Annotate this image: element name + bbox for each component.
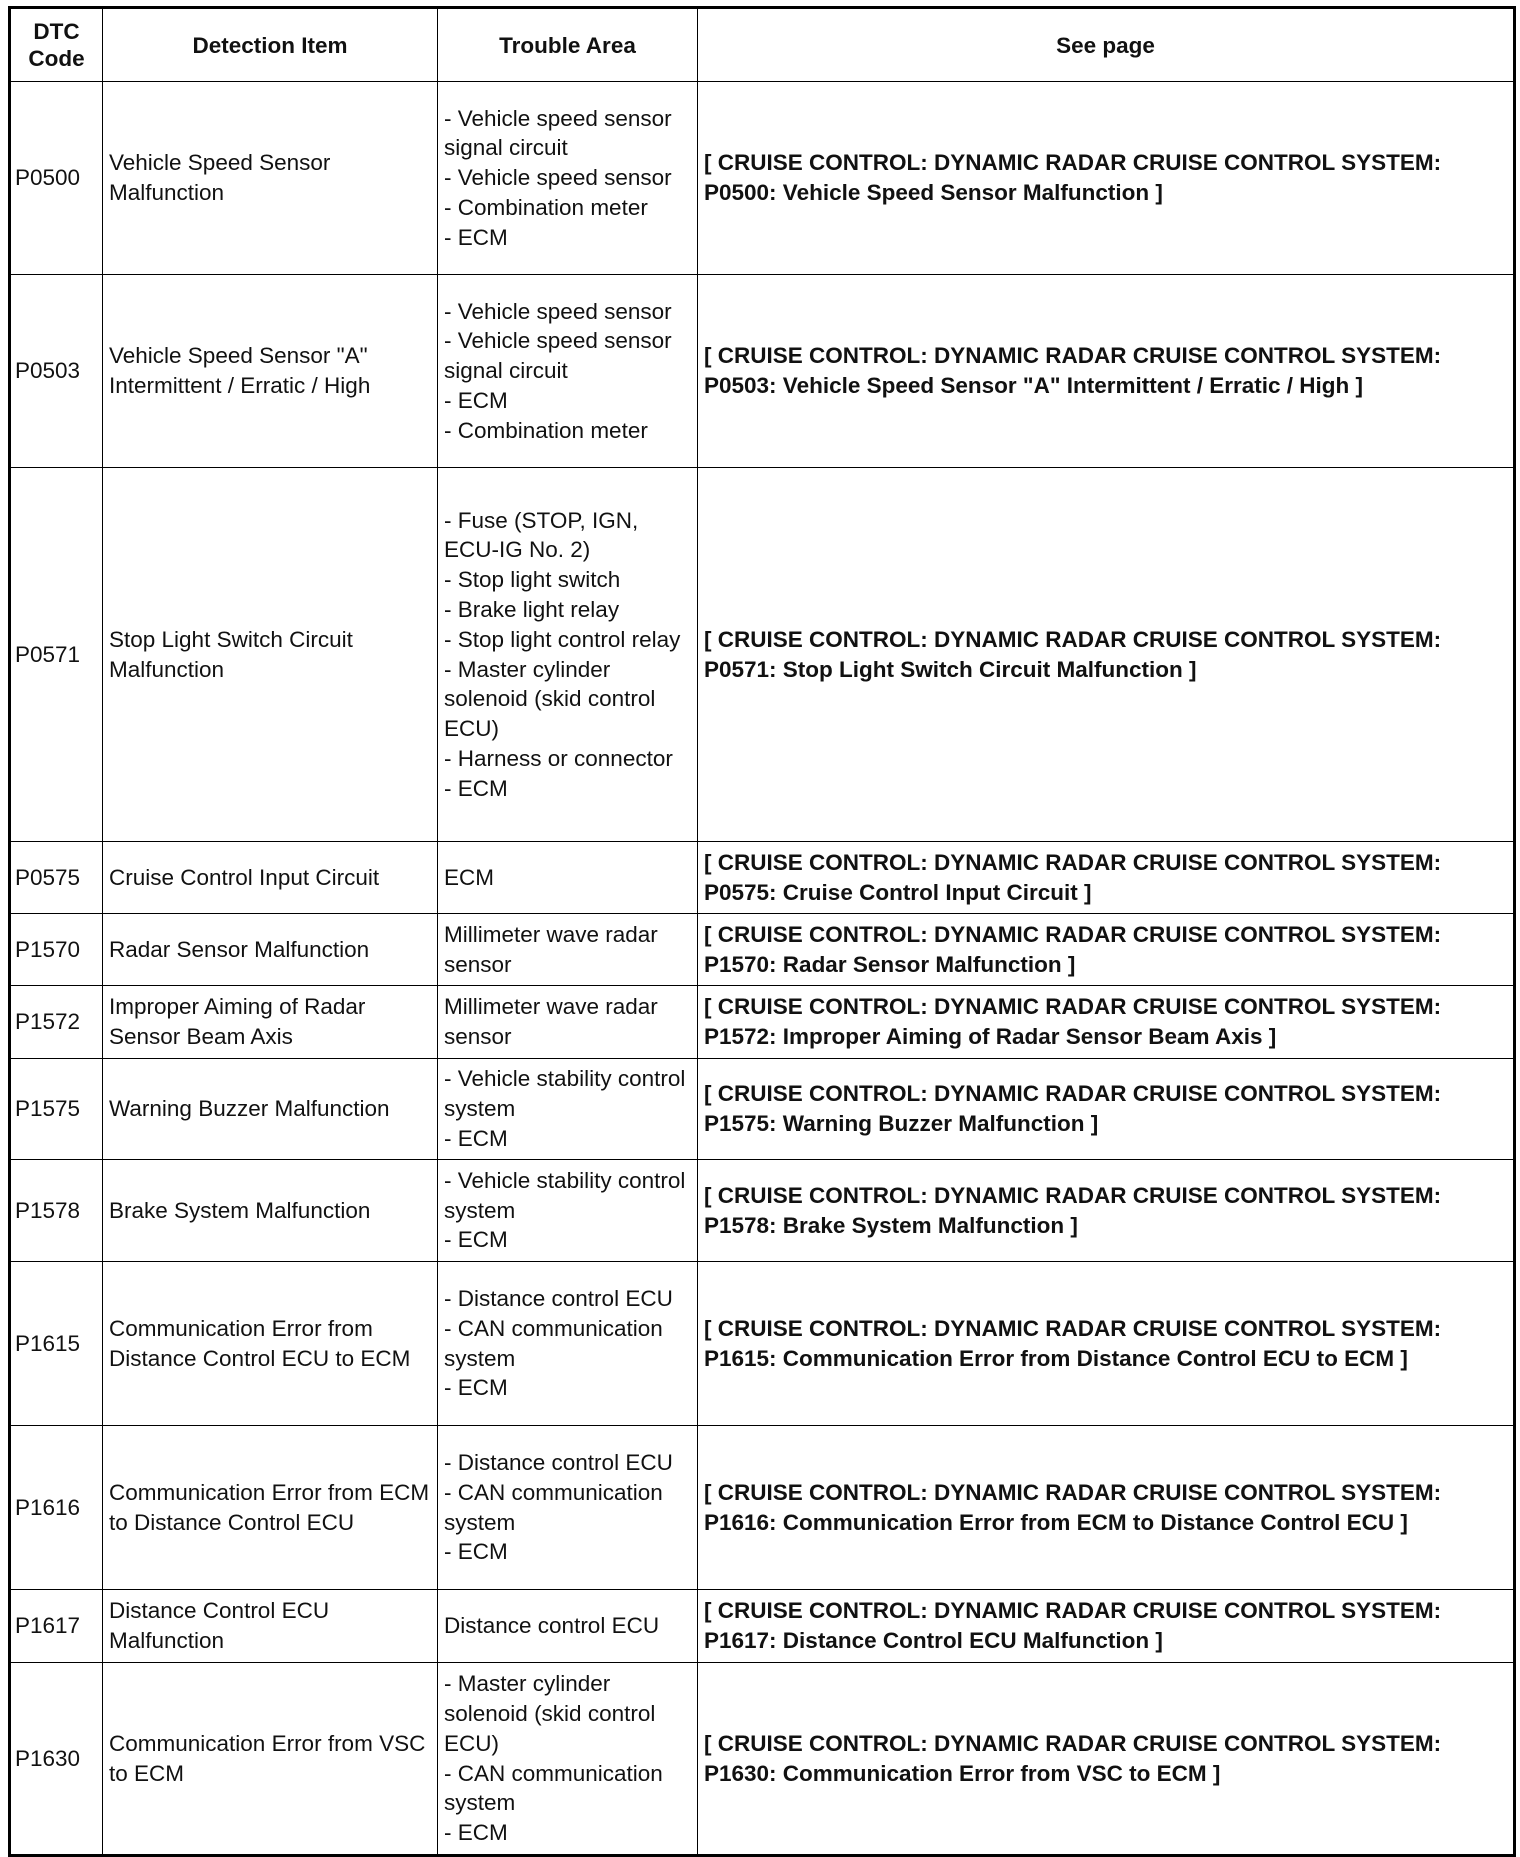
trouble-area-cell [438,842,698,914]
detection-item-cell: Communication Error from VSC to ECM [103,1663,438,1856]
dtc-table [8,6,1516,1857]
table-row [10,986,1515,1059]
trouble-area-item: - ECM [444,1375,508,1401]
dtc-code-cell: P0500 [10,82,103,275]
trouble-area-cell [438,1160,698,1262]
trouble-area-item: - CAN communication system [444,1760,663,1816]
header-row [10,8,1515,82]
detection-item-cell: Radar Sensor Malfunction [103,914,438,986]
trouble-area-item: - Combination meter [444,194,648,220]
see-page-link[interactable]: [ CRUISE CONTROL: DYNAMIC RADAR CRUISE CONTROL SYSTEM: P1572: Improper Aiming of Radar Sensor Beam Axis ] [698,986,1515,1059]
detection-item-cell: Brake System Malfunction [103,1160,438,1262]
dtc-code-cell: P1630 [10,1663,103,1856]
detection-item-cell: Communication Error from Distance Control ECU to ECM [103,1262,438,1426]
trouble-area-cell [438,275,698,468]
see-page-link[interactable]: [ CRUISE CONTROL: DYNAMIC RADAR CRUISE CONTROL SYSTEM: P0571: Stop Light Switch Circuit Malfunction ] [698,468,1515,842]
trouble-area-item: - ECM [444,387,508,413]
trouble-area-item: - CAN communication system [444,1479,663,1535]
dtc-code-cell: P0575 [10,842,103,914]
trouble-area-item: - Vehicle speed sensor [444,298,672,324]
dtc-code-cell: P0503 [10,275,103,468]
see-page-link[interactable]: [ CRUISE CONTROL: DYNAMIC RADAR CRUISE CONTROL SYSTEM: P0503: Vehicle Speed Sensor "A" Intermittent / Erratic / High ] [698,275,1515,468]
detection-item-cell: Warning Buzzer Malfunction [103,1059,438,1160]
table-body [10,82,1515,1856]
trouble-area-item: - Fuse (STOP, IGN, ECU-IG No. 2) [444,507,639,563]
detection-item-cell: Cruise Control Input Circuit [103,842,438,914]
trouble-area-item: - Vehicle speed sensor [444,165,672,191]
trouble-area-item: ECM [444,864,494,890]
table-row [10,914,1515,986]
table-row [10,842,1515,914]
see-page-link[interactable]: [ CRUISE CONTROL: DYNAMIC RADAR CRUISE CONTROL SYSTEM: P1575: Warning Buzzer Malfunction ] [698,1059,1515,1160]
trouble-area-item: - Master cylinder solenoid (skid control ECU) [444,1671,656,1756]
table-row [10,275,1515,468]
trouble-area-item: - Vehicle stability control system [444,1167,686,1223]
trouble-area-item: - ECM [444,224,508,250]
see-page-link[interactable]: [ CRUISE CONTROL: DYNAMIC RADAR CRUISE CONTROL SYSTEM: P0500: Vehicle Speed Sensor Malfunction ] [698,82,1515,275]
table-row [10,1663,1515,1856]
table-row [10,82,1515,275]
detection-item-cell: Distance Control ECU Malfunction [103,1590,438,1663]
see-page-link[interactable]: [ CRUISE CONTROL: DYNAMIC RADAR CRUISE CONTROL SYSTEM: P0575: Cruise Control Input Circuit ] [698,842,1515,914]
table-row [10,1262,1515,1426]
trouble-area-item: - Harness or connector [444,745,673,771]
see-page-link[interactable]: [ CRUISE CONTROL: DYNAMIC RADAR CRUISE CONTROL SYSTEM: P1578: Brake System Malfunction ] [698,1160,1515,1262]
trouble-area-cell [438,986,698,1059]
see-page-link[interactable]: [ CRUISE CONTROL: DYNAMIC RADAR CRUISE CONTROL SYSTEM: P1615: Communication Error from Distance Control ECU to ECM ] [698,1262,1515,1426]
trouble-area-item: - Vehicle speed sensor signal circuit [444,328,672,384]
trouble-area-item: - Stop light switch [444,567,621,593]
trouble-area-cell [438,914,698,986]
detection-item-cell: Improper Aiming of Radar Sensor Beam Axis [103,986,438,1059]
trouble-area-item: - Vehicle speed sensor signal circuit [444,105,672,161]
see-page-link[interactable]: [ CRUISE CONTROL: DYNAMIC RADAR CRUISE CONTROL SYSTEM: P1617: Distance Control ECU Malfunction ] [698,1590,1515,1663]
trouble-area-cell [438,1262,698,1426]
trouble-area-item: - Stop light control relay [444,626,681,652]
trouble-area-item: - Combination meter [444,417,648,443]
detection-item-cell: Vehicle Speed Sensor Malfunction [103,82,438,275]
table-row [10,468,1515,842]
see-page-link[interactable]: [ CRUISE CONTROL: DYNAMIC RADAR CRUISE CONTROL SYSTEM: P1616: Communication Error from ECM to Distance Control ECU ] [698,1426,1515,1590]
table-row [10,1590,1515,1663]
dtc-code-cell: P1615 [10,1262,103,1426]
trouble-area-item: - Distance control ECU [444,1449,673,1475]
see-page-link[interactable]: [ CRUISE CONTROL: DYNAMIC RADAR CRUISE CONTROL SYSTEM: P1570: Radar Sensor Malfunction ] [698,914,1515,986]
trouble-area-item: - ECM [444,1125,508,1151]
detection-item-cell: Vehicle Speed Sensor "A" Intermittent / Erratic / High [103,275,438,468]
trouble-area-cell [438,82,698,275]
header-see-page: See page [698,8,1515,82]
trouble-area-item: - ECM [444,775,508,801]
trouble-area-item: Millimeter wave radar sensor [444,994,658,1049]
dtc-code-cell: P0571 [10,468,103,842]
trouble-area-item: Millimeter wave radar sensor [444,921,658,977]
table-row [10,1160,1515,1262]
dtc-code-cell: P1616 [10,1426,103,1590]
dtc-code-cell: P1572 [10,986,103,1059]
trouble-area-cell [438,1590,698,1663]
trouble-area-item: - ECM [444,1539,508,1565]
trouble-area-cell [438,1059,698,1160]
see-page-link[interactable]: [ CRUISE CONTROL: DYNAMIC RADAR CRUISE CONTROL SYSTEM: P1630: Communication Error from VSC to ECM ] [698,1663,1515,1856]
detection-item-cell: Stop Light Switch Circuit Malfunction [103,468,438,842]
trouble-area-cell [438,1663,698,1856]
table-row [10,1426,1515,1590]
dtc-code-cell: P1617 [10,1590,103,1663]
dtc-code-cell: P1578 [10,1160,103,1262]
header-trouble-area: Trouble Area [438,8,698,82]
dtc-code-cell: P1575 [10,1059,103,1160]
header-detection-item: Detection Item [103,8,438,82]
trouble-area-cell [438,468,698,842]
trouble-area-item: Distance control ECU [444,1613,660,1639]
trouble-area-item: - ECM [444,1227,508,1253]
trouble-area-item: - ECM [444,1820,508,1846]
table-row [10,1059,1515,1160]
trouble-area-item: - Vehicle stability control system [444,1066,686,1122]
header-dtc-code: DTC Code [10,8,103,82]
trouble-area-cell [438,1426,698,1590]
detection-item-cell: Communication Error from ECM to Distance Control ECU [103,1426,438,1590]
trouble-area-item: - CAN communication system [444,1315,663,1371]
dtc-table-container [8,6,1516,1857]
trouble-area-item: - Distance control ECU [444,1285,673,1311]
dtc-code-cell: P1570 [10,914,103,986]
trouble-area-item: - Brake light relay [444,596,620,622]
trouble-area-item: - Master cylinder solenoid (skid control ECU) [444,656,656,742]
